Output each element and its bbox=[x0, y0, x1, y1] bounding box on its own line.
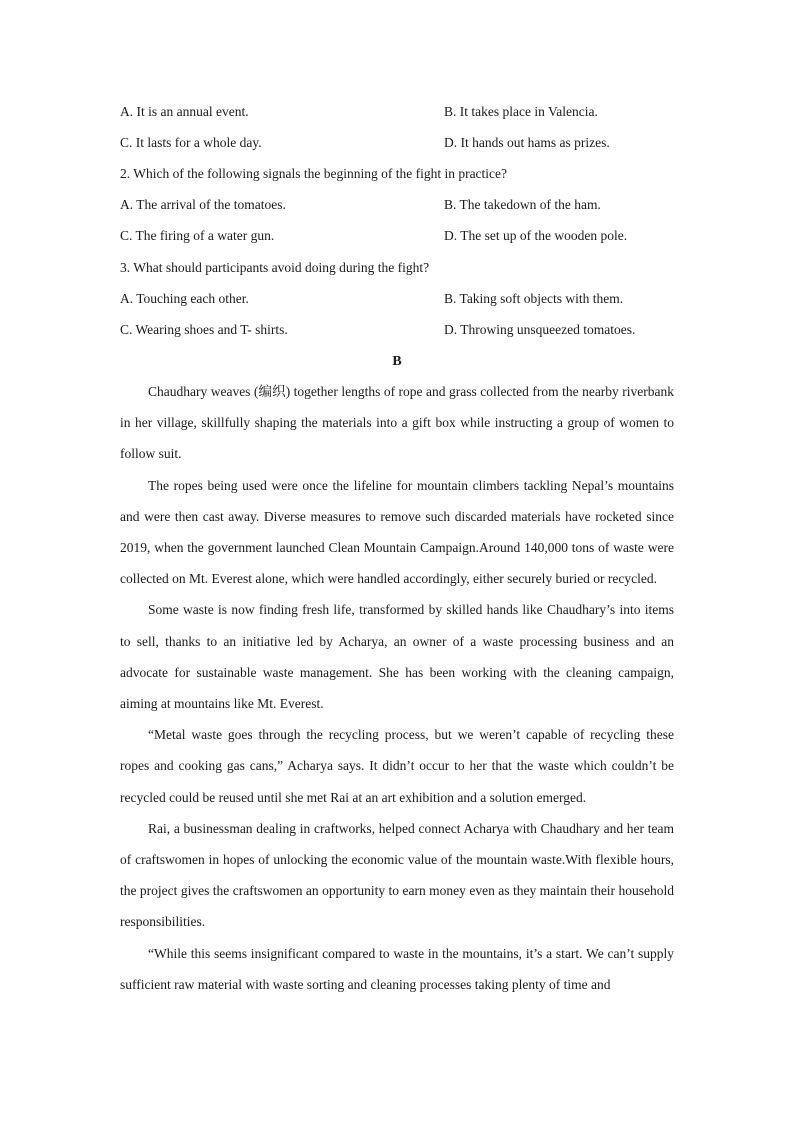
passage-paragraph-2: The ropes being used were once the lifeline for mountain climbers tackling Nepal’s mountains and were then cast away. Diverse measures to remove such discarded materials have rocketed since 2019, when the government launched Clean Mountain Campaign.Around 140,000 tons of waste were collected on Mt. Everest alone, which were handled accordingly, either securely buried or recycled. bbox=[120, 477, 674, 587]
q3-options-row-1 bbox=[120, 289, 680, 309]
q3-option-d[interactable]: D. Throwing unsqueezed tomatoes. bbox=[444, 322, 636, 337]
q3-option-a[interactable]: A. Touching each other. bbox=[120, 291, 249, 306]
q1-option-c[interactable]: C. It lasts for a whole day. bbox=[120, 135, 262, 150]
q2-option-a[interactable]: A. The arrival of the tomatoes. bbox=[120, 197, 286, 212]
q2-option-d[interactable]: D. The set up of the wooden pole. bbox=[444, 228, 628, 243]
section-b-passage bbox=[120, 376, 674, 1000]
q3-option-b[interactable]: B. Taking soft objects with them. bbox=[444, 291, 624, 306]
passage-paragraph-3: Some waste is now finding fresh life, transformed by skilled hands like Chaudhary’s into items to sell, thanks to an initiative led by Acharya, an owner of a waste processing business and an advocate for sustainable waste management. She has been working with the cleaning campaign, aiming at mountains like Mt. Everest. bbox=[120, 602, 674, 712]
q2-option-b[interactable]: B. The takedown of the ham. bbox=[444, 197, 601, 212]
passage-paragraph-4: “Metal waste goes through the recycling process, but we weren’t capable of recycling these ropes and cooking gas cans,” Acharya says. It didn’t occur to her that the waste which couldn’t be recycled could be reused until she met Rai at an art exhibition and a solution emerged. bbox=[120, 727, 674, 805]
q1-option-d[interactable]: D. It hands out hams as prizes. bbox=[444, 135, 610, 150]
q1-options-row-2 bbox=[120, 133, 680, 153]
question-3: 3. What should participants avoid doing during the fight? bbox=[120, 260, 430, 275]
question-2: 2. Which of the following signals the beginning of the fight in practice? bbox=[120, 166, 508, 181]
q1-options-row-1 bbox=[120, 102, 680, 122]
q1-option-b[interactable]: B. It takes place in Valencia. bbox=[444, 104, 598, 119]
q1-option-a[interactable]: A. It is an annual event. bbox=[120, 104, 249, 119]
passage-paragraph-5: Rai, a businessman dealing in craftworks, helped connect Acharya with Chaudhary and her team of craftswomen in hopes of unlocking the economic value of the mountain waste.With flexible hours, the project gives the craftswomen an opportunity to earn money even as they maintain their household responsibilities. bbox=[120, 820, 674, 930]
q2-option-c[interactable]: C. The firing of a water gun. bbox=[120, 228, 275, 243]
passage-paragraph-1: Chaudhary weaves (编织) together lengths of rope and grass collected from the nearby riverbank in her village, skillfully shaping the materials into a gift box while instructing a group of women to follow suit. bbox=[120, 384, 674, 462]
q3-option-c[interactable]: C. Wearing shoes and T- shirts. bbox=[120, 322, 288, 337]
q2-options-row-1 bbox=[120, 195, 680, 215]
q3-options-row-2 bbox=[120, 320, 680, 340]
section-b-heading: B bbox=[392, 354, 402, 369]
passage-paragraph-6: “While this seems insignificant compared to waste in the mountains, it’s a start. We can’t supply sufficient raw material with waste sorting and cleaning processes taking plenty of time and bbox=[120, 945, 674, 992]
q2-options-row-2 bbox=[120, 226, 680, 246]
